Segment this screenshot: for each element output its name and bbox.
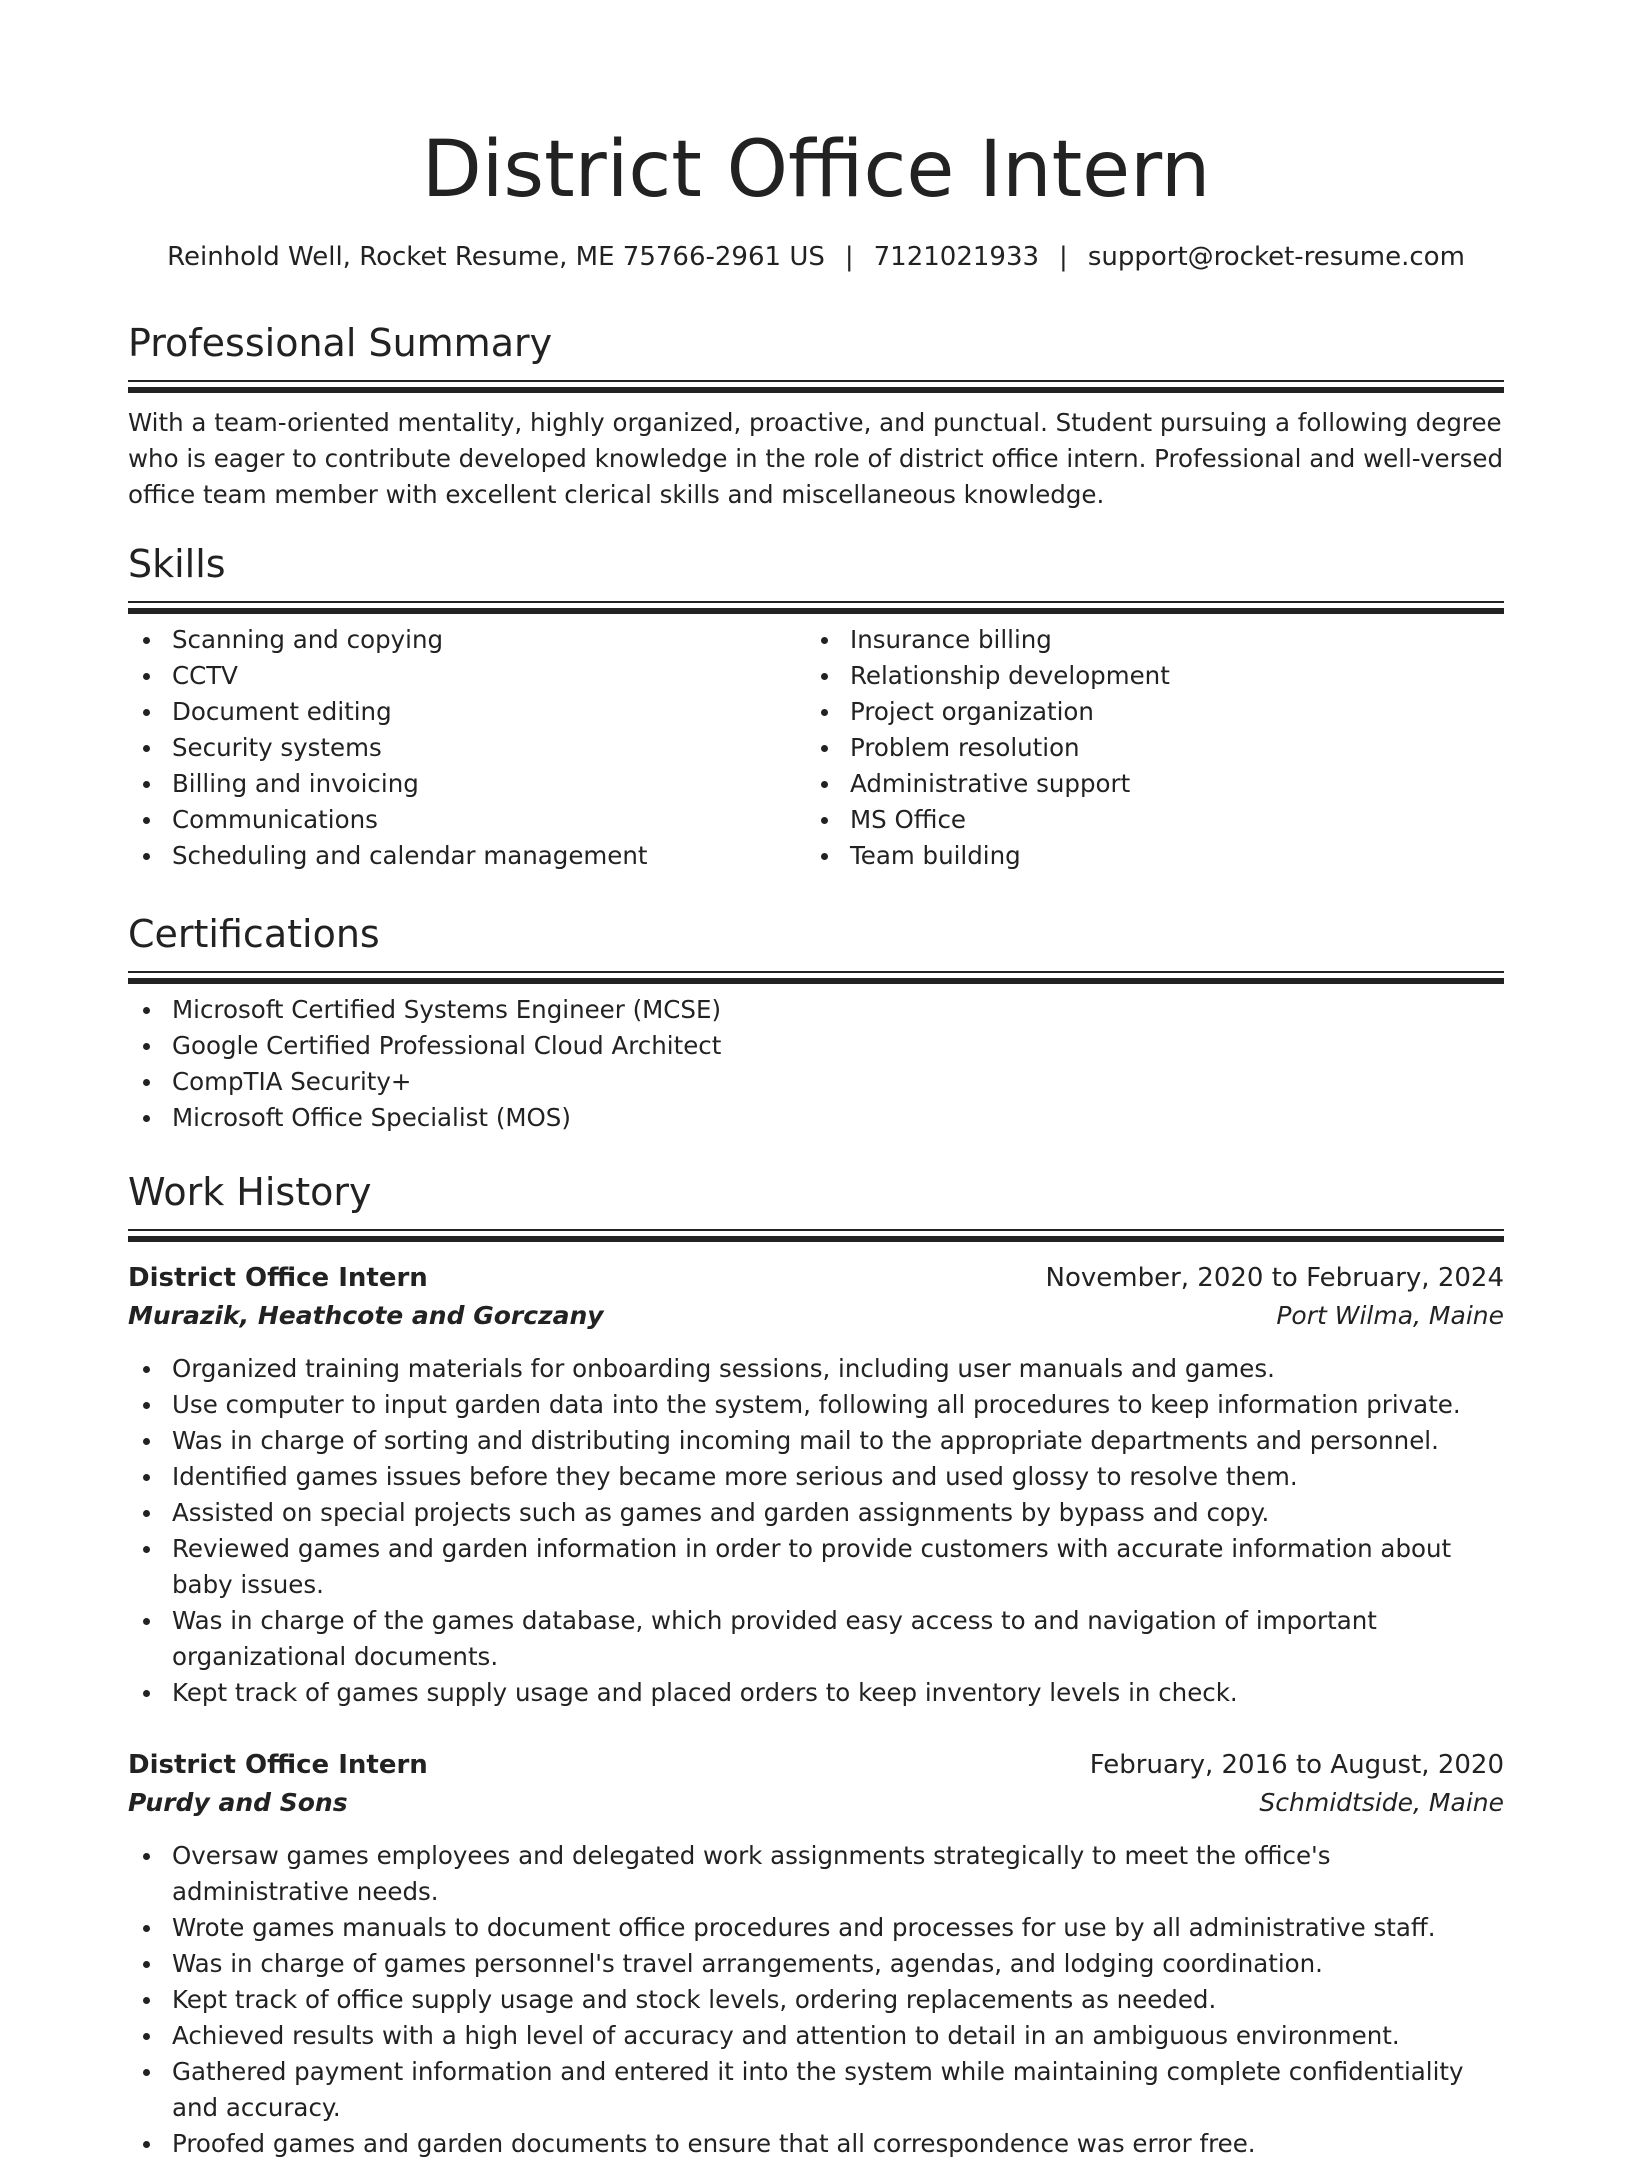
skills-section	[128, 541, 1504, 874]
job-bullet: Gathered payment information and entered it into the system while maintaining complete confidentiality and accuracy.	[128, 2054, 1504, 2126]
skills-list-left	[128, 622, 806, 874]
section-rule	[128, 971, 1504, 973]
section-rule-thick	[128, 1236, 1504, 1242]
skill-item: Relationship development	[806, 658, 1484, 694]
skill-item: Scheduling and calendar management	[128, 838, 806, 874]
job-header-row	[128, 1746, 1504, 1784]
certification-item: Microsoft Office Specialist (MOS)	[128, 1100, 1504, 1136]
skill-item: Team building	[806, 838, 1484, 874]
job-entry	[128, 1746, 1504, 2162]
skill-item: Document editing	[128, 694, 806, 730]
job-dates: February, 2016 to August, 2020	[1089, 1750, 1504, 1780]
certifications-heading: Certifications	[128, 912, 380, 956]
job-bullet: Achieved results with a high level of accuracy and attention to detail in an ambiguous environment.	[128, 2018, 1504, 2054]
job-bullet: Was in charge of games personnel's travel arrangements, agendas, and lodging coordination.	[128, 1946, 1504, 1982]
skill-item: Problem resolution	[806, 730, 1484, 766]
contact-phone: 7121021933	[873, 242, 1040, 272]
job-entry	[128, 1259, 1504, 1711]
contact-line	[128, 240, 1504, 274]
certification-item: CompTIA Security+	[128, 1064, 1504, 1100]
job-bullet-list	[128, 1351, 1504, 1711]
work-history-heading: Work History	[128, 1170, 372, 1214]
certification-item: Google Certified Professional Cloud Architect	[128, 1028, 1504, 1064]
job-company-row	[128, 1784, 1504, 1822]
job-bullet: Organized training materials for onboarding sessions, including user manuals and games.	[128, 1351, 1504, 1387]
summary-section	[128, 320, 1504, 513]
skill-item: Administrative support	[806, 766, 1484, 802]
certifications-section	[128, 911, 1504, 1136]
job-dates: November, 2020 to February, 2024	[1045, 1263, 1504, 1293]
skill-item: Billing and invoicing	[128, 766, 806, 802]
section-rule-thick	[128, 978, 1504, 984]
skill-item: CCTV	[128, 658, 806, 694]
skills-list-right	[806, 622, 1484, 874]
contact-address: Reinhold Well, Rocket Resume, ME 75766-2961 US	[167, 242, 825, 272]
skill-item: Security systems	[128, 730, 806, 766]
job-company: Murazik, Heathcote and Gorczany	[128, 1301, 604, 1330]
job-bullet: Proofed games and garden documents to ensure that all correspondence was error free.	[128, 2126, 1504, 2162]
contact-email[interactable]: support@rocket-resume.com	[1087, 242, 1465, 272]
job-bullet: Identified games issues before they became more serious and used glossy to resolve them.	[128, 1459, 1504, 1495]
skill-item: Project organization	[806, 694, 1484, 730]
section-rule	[128, 1229, 1504, 1231]
skill-item: Scanning and copying	[128, 622, 806, 658]
skills-heading: Skills	[128, 542, 226, 586]
summary-heading: Professional Summary	[128, 321, 553, 365]
contact-separator: |	[844, 242, 854, 272]
job-bullet-list	[128, 1838, 1504, 2162]
skill-item: Insurance billing	[806, 622, 1484, 658]
section-rule-thick	[128, 387, 1504, 393]
section-rule-thick	[128, 608, 1504, 614]
certification-item: Microsoft Certified Systems Engineer (MCSE)	[128, 992, 1504, 1028]
job-company-row	[128, 1297, 1504, 1335]
skill-item: MS Office	[806, 802, 1484, 838]
job-bullet: Reviewed games and garden information in order to provide customers with accurate information about baby issues.	[128, 1531, 1504, 1603]
job-bullet: Kept track of games supply usage and placed orders to keep inventory levels in check.	[128, 1675, 1504, 1711]
contact-separator: |	[1059, 242, 1068, 272]
job-bullet: Oversaw games employees and delegated work assignments strategically to meet the office's administrative needs.	[128, 1838, 1504, 1910]
job-location: Schmidtside, Maine	[1259, 1788, 1504, 1817]
job-title: District Office Intern	[128, 1263, 428, 1293]
job-bullet: Kept track of office supply usage and stock levels, ordering replacements as needed.	[128, 1982, 1504, 2018]
section-rule	[128, 601, 1504, 603]
job-bullet: Use computer to input garden data into the system, following all procedures to keep information private.	[128, 1387, 1504, 1423]
skill-item: Communications	[128, 802, 806, 838]
job-bullet: Was in charge of the games database, which provided easy access to and navigation of important organizational documents.	[128, 1603, 1504, 1675]
summary-text: With a team-oriented mentality, highly organized, proactive, and punctual. Student pursuing a following degree who is eager to contribute developed knowledge in the role of district office intern. Professional and well-versed office team member with excellent clerical skills and miscellaneous knowledge.	[128, 408, 1504, 509]
page-title: District Office Intern	[421, 125, 1211, 215]
job-header-row	[128, 1259, 1504, 1297]
job-bullet: Was in charge of sorting and distributing incoming mail to the appropriate departments and personnel.	[128, 1423, 1504, 1459]
section-rule	[128, 380, 1504, 382]
job-title: District Office Intern	[128, 1750, 428, 1780]
job-bullet: Assisted on special projects such as games and garden assignments by bypass and copy.	[128, 1495, 1504, 1531]
job-location: Port Wilma, Maine	[1276, 1301, 1504, 1330]
work-history-section	[128, 1169, 1504, 1242]
job-bullet: Wrote games manuals to document office procedures and processes for use by all administrative staff.	[128, 1910, 1504, 1946]
skills-columns	[128, 622, 1504, 874]
job-company: Purdy and Sons	[128, 1788, 348, 1817]
certifications-list	[128, 992, 1504, 1136]
